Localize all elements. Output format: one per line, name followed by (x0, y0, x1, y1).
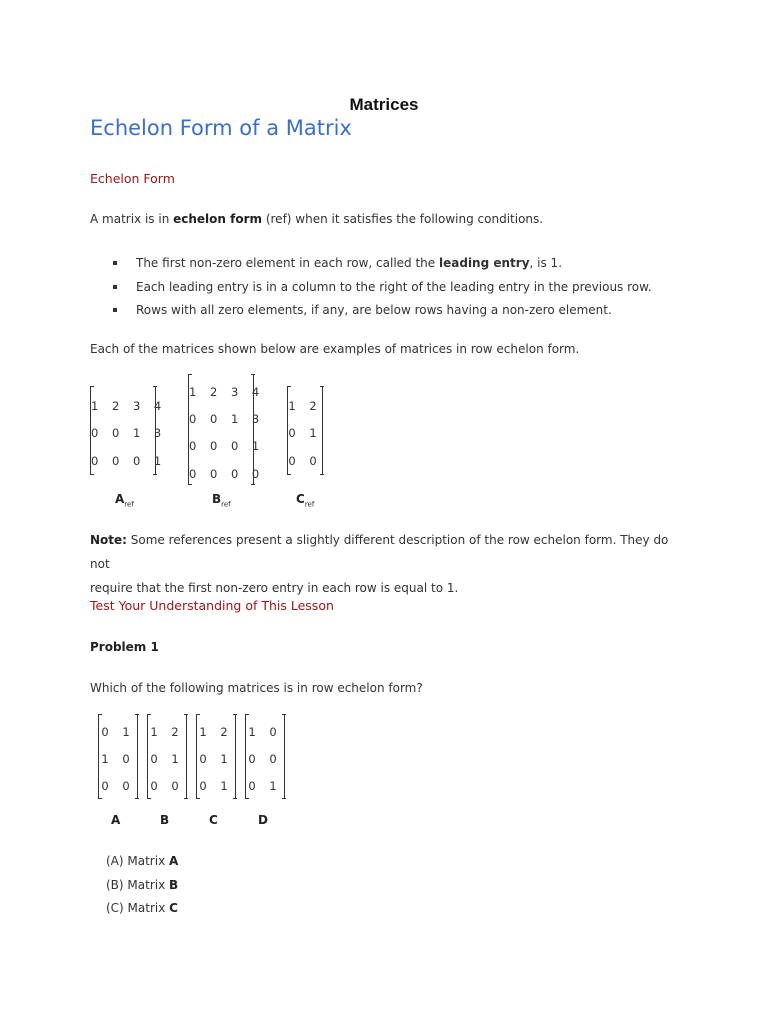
bracket-cap (245, 714, 249, 715)
bracket-cap (135, 714, 139, 715)
problem-matrix-c (196, 715, 236, 799)
matrix-row: 0 1 (150, 752, 184, 766)
example-matrix-b (188, 375, 265, 485)
matrix-row: 0 1 (288, 426, 322, 440)
bullet-text: Rows with all zero elements, if any, are below rows having a non-zero element. (136, 303, 612, 317)
matrix-row: 0 0 1 3 (91, 426, 167, 440)
bracket-cap (233, 798, 237, 799)
answer-option-c[interactable] (106, 897, 178, 921)
bullet-square-icon (113, 285, 117, 289)
bracket-cap (233, 714, 237, 715)
matrix-label-subscript: ref (124, 500, 134, 509)
problem-matrix-label-c: C (209, 813, 218, 827)
bracket-cap (135, 798, 139, 799)
intro-paragraph (90, 207, 690, 231)
matrix-row: 1 0 (248, 725, 282, 739)
bracket-cap (188, 484, 192, 485)
matrix-row: 1 2 (150, 725, 184, 739)
bracket-cap (320, 386, 324, 387)
option-text: (C) Matrix (106, 901, 170, 915)
bracket-cap (184, 714, 188, 715)
matrix-row: 1 0 (101, 752, 135, 766)
bracket-cap (282, 798, 286, 799)
bracket-cap (196, 798, 200, 799)
matrix-row: 0 0 0 1 (91, 454, 167, 468)
matrix-row: 0 0 (150, 779, 184, 793)
bullet-text: Each leading entry is in a column to the right of the leading entry in the previous row. (136, 279, 652, 294)
option-bold: A (168, 854, 179, 868)
example-matrix-c (287, 387, 323, 475)
matrix-row: 0 1 (199, 779, 233, 793)
matrix-label-letter: A (115, 492, 125, 506)
page-title: Echelon Form of a Matrix (90, 116, 352, 140)
matrix-row: 0 0 (288, 454, 322, 468)
intro-text-after: (ref) when it satisfies the following conditions. (262, 212, 544, 226)
list-item (113, 276, 652, 300)
matrix-label-b-ref (212, 492, 231, 508)
matrix-label-subscript: ref (221, 500, 231, 509)
document-header: Matrices (349, 95, 419, 114)
bracket-cap (153, 474, 157, 475)
matrix-row: 0 0 (101, 779, 135, 793)
bracket-cap (251, 484, 255, 485)
bracket-cap (147, 714, 151, 715)
bracket-cap (251, 374, 255, 375)
bracket-cap (147, 798, 151, 799)
conditions-list (113, 252, 652, 323)
bracket-cap (188, 374, 192, 375)
note-text-line2: require that the first non-zero entry in each row is equal to 1. (90, 581, 459, 595)
note-text-line1: Some references present a slightly different description of the row echelon form. They do not (90, 533, 669, 571)
section-heading-test-understanding: Test Your Understanding of This Lesson (90, 598, 334, 613)
matrix-row: 0 1 (248, 779, 282, 793)
matrix-row: 0 0 0 0 (189, 467, 265, 481)
bracket-cap (98, 714, 102, 715)
matrix-row: 0 0 1 3 (189, 412, 265, 426)
matrix-row: 1 2 (199, 725, 233, 739)
list-item (113, 252, 652, 276)
problem-matrix-d (245, 715, 285, 799)
bracket-cap (98, 798, 102, 799)
answer-option-a[interactable] (106, 850, 178, 874)
bullet-square-icon (113, 261, 117, 265)
matrix-row: 0 0 0 1 (189, 439, 265, 453)
bracket-cap (320, 474, 324, 475)
matrix-label-c-ref (296, 492, 314, 508)
problem-matrix-label-b: B (160, 813, 170, 827)
option-bold: B (169, 877, 179, 892)
example-matrix-a (90, 387, 167, 475)
bracket-cap (90, 386, 94, 387)
bracket-cap (287, 386, 291, 387)
option-bold: C (169, 901, 178, 915)
problem-matrix-a (98, 715, 138, 799)
examples-paragraph: Each of the matrices shown below are examples of matrices in row echelon form. (90, 342, 580, 356)
problem-matrix-label-a: A (111, 813, 121, 827)
problem-title: Problem 1 (90, 640, 159, 654)
matrix-row: 0 1 (199, 752, 233, 766)
bullet-bold-text: leading entry (439, 256, 530, 270)
bullet-text: The first non-zero element in each row, called the (136, 256, 439, 270)
matrix-row: 0 0 (248, 752, 282, 766)
matrix-label-letter: C (296, 492, 305, 506)
bracket-cap (90, 474, 94, 475)
answer-options (106, 850, 178, 921)
matrix-row: 1 2 (288, 399, 322, 413)
bracket-cap (245, 798, 249, 799)
problem-matrix-b (147, 715, 187, 799)
note-paragraph (90, 528, 690, 600)
matrix-label-letter: B (212, 492, 222, 506)
matrix-label-subscript: ref (304, 500, 315, 509)
bracket-cap (184, 798, 188, 799)
note-label: Note: (90, 533, 127, 547)
matrix-row: 1 2 3 4 (189, 385, 265, 399)
bullet-square-icon (113, 308, 117, 312)
problem-question: Which of the following matrices is in row echelon form? (90, 681, 423, 695)
section-heading-echelon-form: Echelon Form (90, 171, 175, 186)
intro-text-before: A matrix is in (90, 212, 174, 226)
option-text: (A) Matrix (106, 854, 169, 868)
list-item (113, 299, 652, 323)
matrix-row: 0 1 (101, 725, 135, 739)
option-text: (B) Matrix (106, 877, 170, 892)
bracket-cap (287, 474, 291, 475)
bullet-text-after: , is 1. (529, 256, 563, 270)
matrix-label-a-ref (115, 492, 134, 508)
bracket-cap (282, 714, 286, 715)
matrix-row: 1 2 3 4 (91, 399, 167, 413)
bracket-cap (196, 714, 200, 715)
bracket-cap (153, 386, 157, 387)
intro-text-bold: echelon form (173, 212, 263, 226)
answer-option-b[interactable] (106, 874, 178, 898)
problem-matrix-label-d: D (258, 813, 268, 827)
